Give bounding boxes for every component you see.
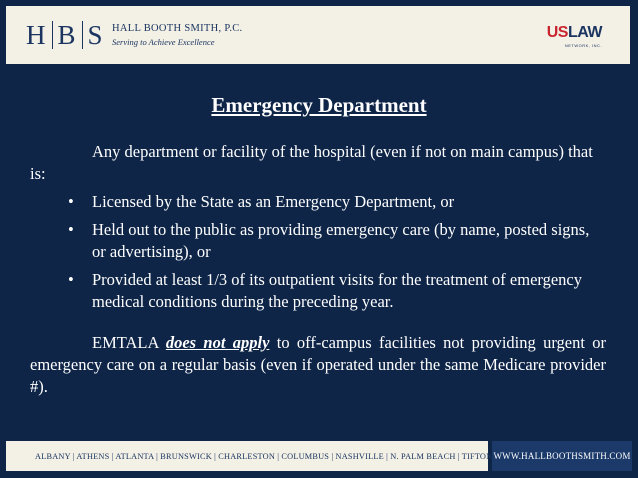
bullet-icon: • — [68, 220, 74, 239]
logo-letter-s: S — [87, 19, 104, 50]
bullet-icon: • — [68, 192, 74, 211]
closing-rest: to off-campus facilities not providing urgent or emergency care on a regular basis (even if operated under the same Medicare provider #). — [30, 333, 606, 396]
bullet-icon: • — [68, 270, 74, 289]
closing-paragraph — [30, 332, 606, 398]
list-item — [30, 269, 606, 313]
uslaw-logo-us: US — [546, 24, 568, 41]
firm-block — [112, 23, 242, 47]
footer-website-bar — [492, 441, 632, 471]
list-item — [30, 219, 606, 263]
list-item-text: Held out to the public as providing emergency care (by name, posted signs, or advertising), or — [92, 220, 590, 261]
criteria-list — [30, 191, 606, 313]
header-banner — [6, 6, 630, 64]
logo-letter-b: B — [57, 19, 77, 50]
closing-lead: EMTALA — [92, 333, 166, 352]
slide-title: Emergency Department — [211, 93, 427, 117]
firm-tagline: Serving to Achieve Excellence — [112, 37, 215, 47]
list-item-text: Provided at least 1/3 of its outpatient visits for the treatment of emergency medical conditions during the preceding year. — [92, 270, 582, 311]
footer-cities-bar — [6, 441, 493, 471]
logo-divider — [52, 21, 53, 49]
uslaw-logo — [547, 24, 602, 42]
list-item — [30, 191, 606, 213]
website-link[interactable]: WWW.HALLBOOTHSMITH.COM — [493, 451, 631, 461]
slide-body — [30, 141, 606, 398]
uslaw-logo-subtext: NETWORK, INC. — [564, 43, 602, 48]
uslaw-logo-law: LAW — [567, 24, 602, 41]
intro-paragraph: Any department or facility of the hospital (even if not on main campus) that is: — [30, 142, 593, 183]
list-item-text: Licensed by the State as an Emergency Department, or — [92, 192, 455, 211]
office-cities: ALBANY | ATHENS | ATLANTA | BRUNSWICK | CHARLESTON | COLUMBUS | NASHVILLE | N. PALM BEACH | TIFTON — [35, 451, 493, 461]
logo-letter-h: H — [26, 19, 47, 50]
hbs-logo — [26, 19, 104, 51]
firm-name: HALL BOOTH SMITH, P.C. — [112, 23, 243, 34]
closing-emphasis: does not apply — [165, 333, 270, 352]
logo-divider — [82, 21, 83, 49]
